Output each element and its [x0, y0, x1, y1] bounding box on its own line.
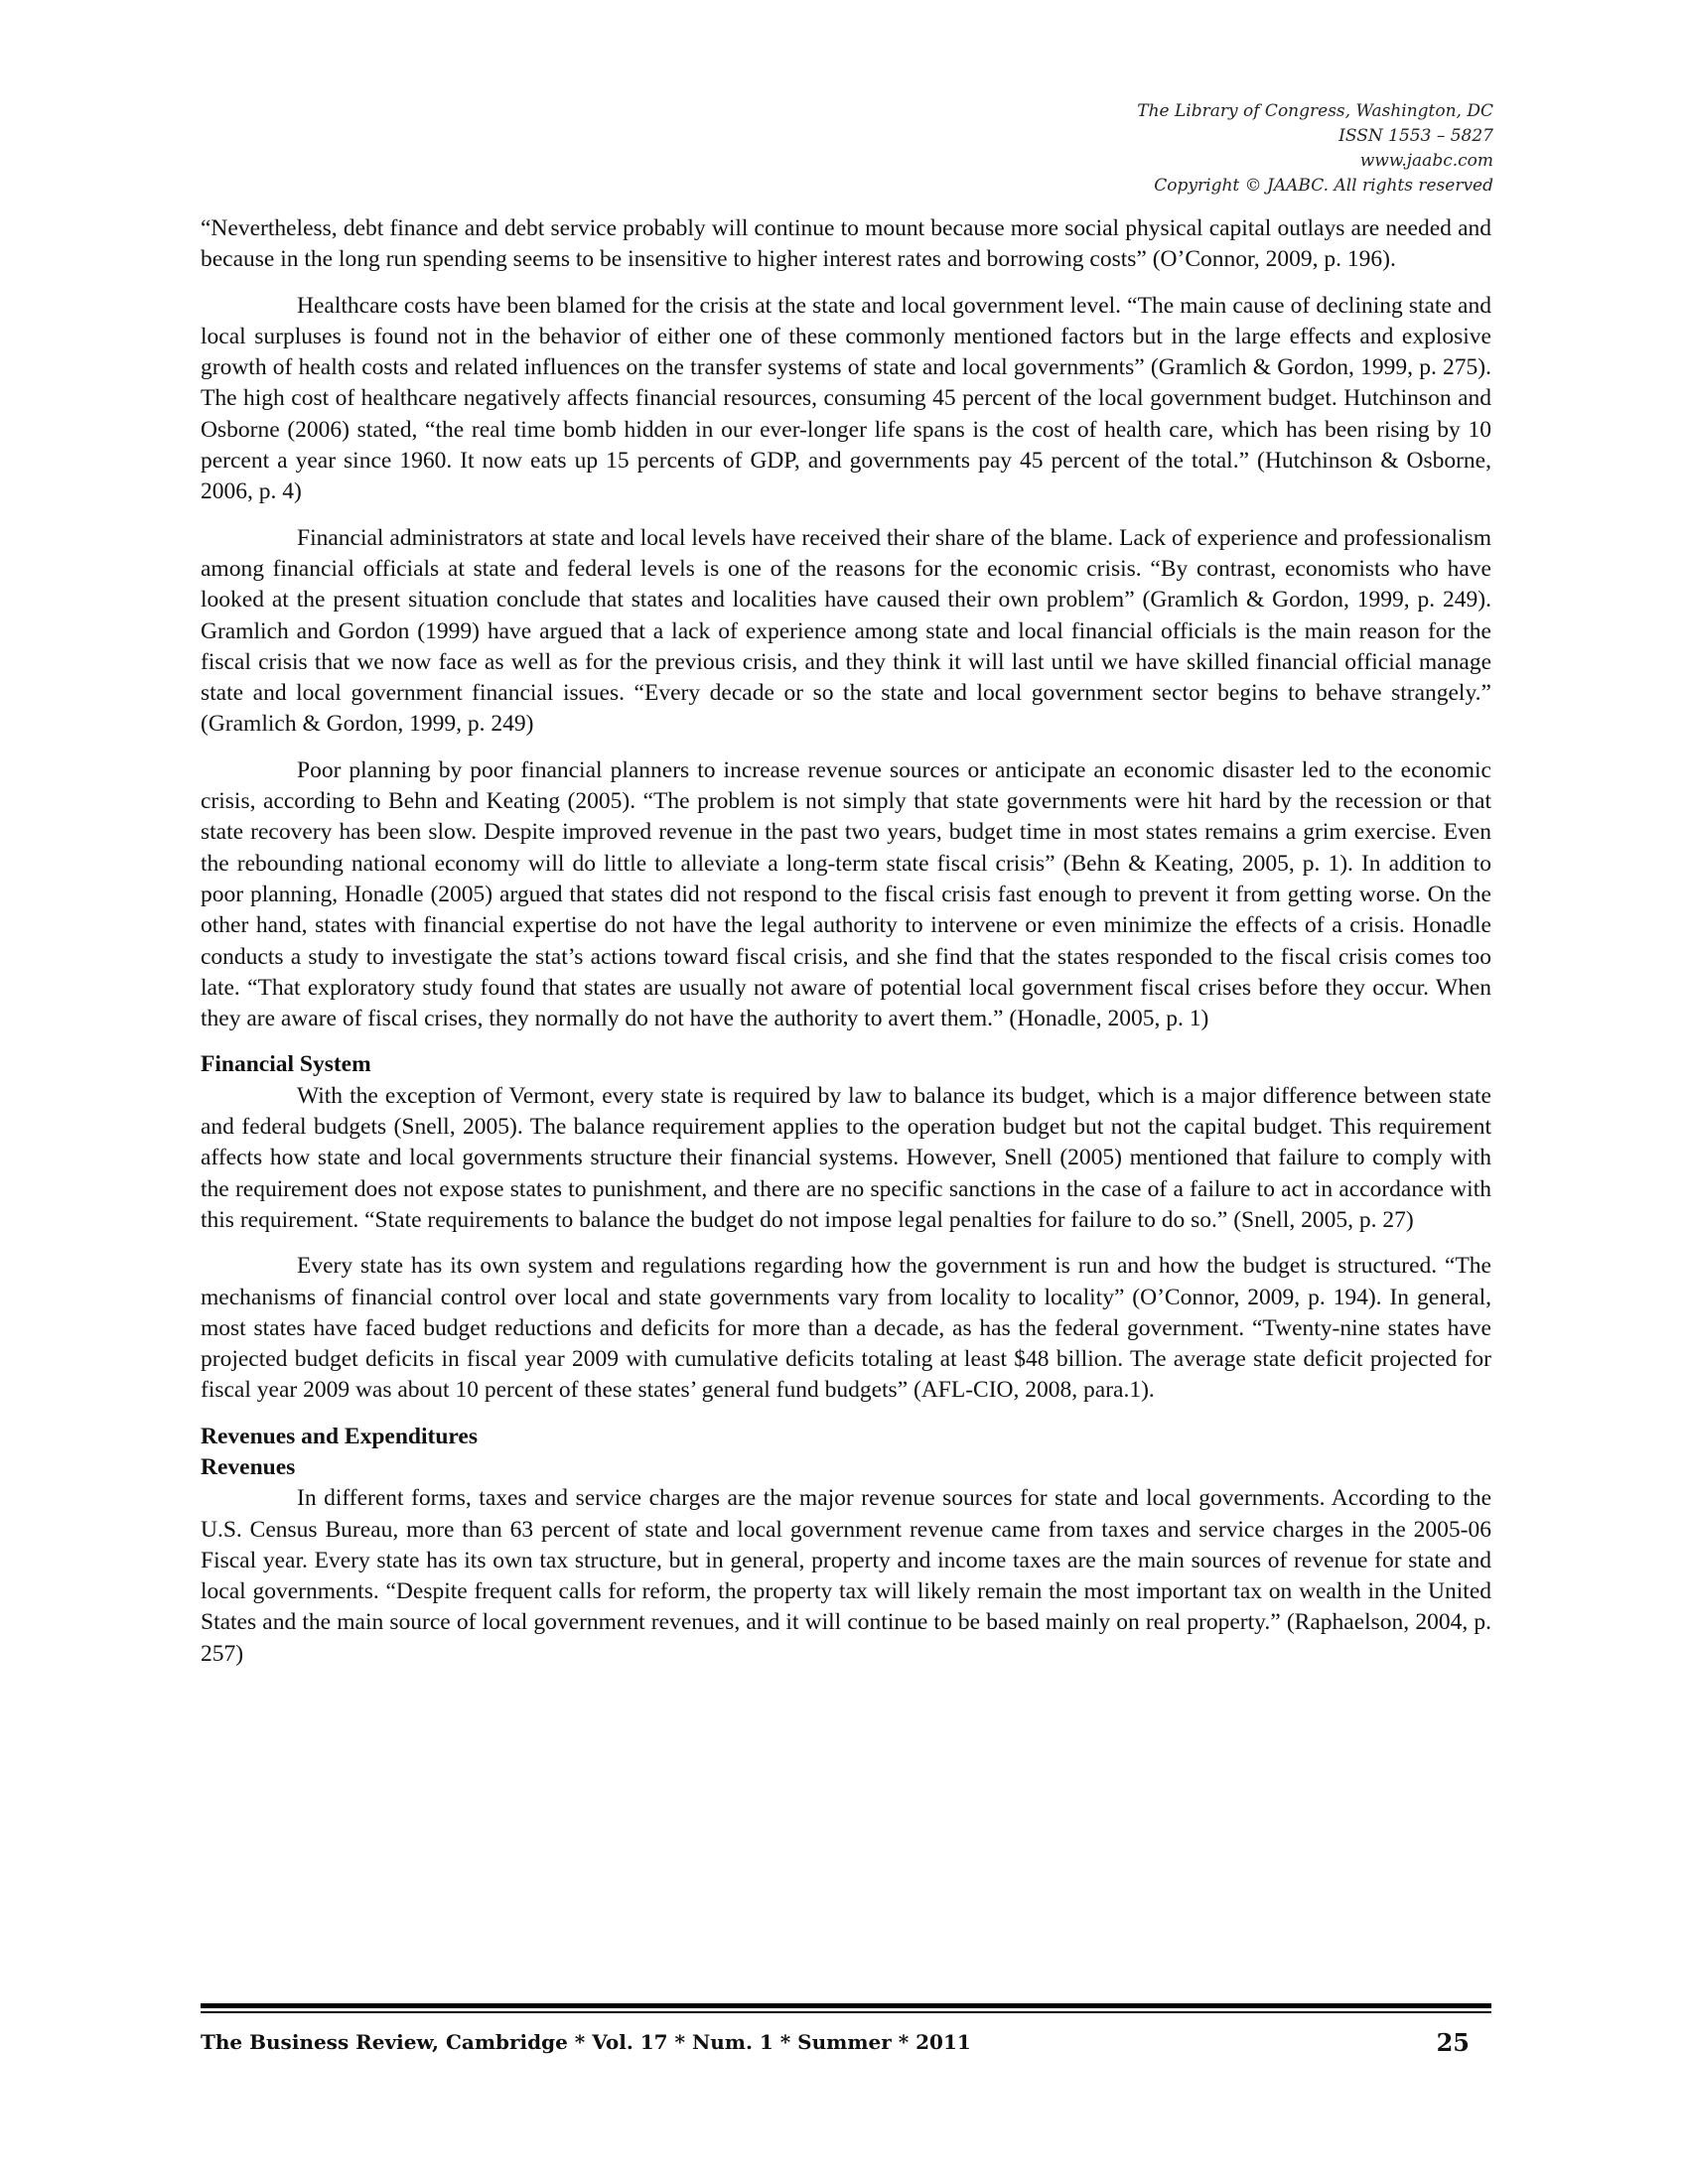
paragraph-balance-budget: With the exception of Vermont, every state is required by law to balance its budget, which is a major difference between state and federal budgets (Snell, 2005). The balance requirement applies to the operation budget but not the capital budget. This requirement affects how state and local governments structure their financial systems. However, Snell (2005) mentioned that failure to comply with the requirement does not expose states to punishment, and there are no specific sanctions in the case of a failure to act in accordance with this requirement. “State requirements to balance the budget do not impose legal penalties for failure to do so.” (Snell, 2005, p. 27) — [201, 1082, 1491, 1233]
paragraph-poor-planning: Poor planning by poor financial planners to increase revenue sources or anticipate an economic disaster led to the economic crisis, according to Behn and Keating (2005). “The problem is not simply that state governments were hit hard by the recession or that state recovery has been slow. Despite improved revenue in the past two years, budget time in most states remains a grim exercise. Even the rebounding national economy will do little to alleviate a long-term state fiscal crisis” (Behn & Keating, 2005, p. 1). In addition to poor planning, Honadle (2005) argued that states did not respond to the fiscal crisis fast enough to prevent it from getting worse. On the other hand, states with financial expertise do not have the legal authority to intervene or even minimize the effects of a crisis. Honadle conducts a study to investigate the stat’s actions toward fiscal crisis, and she find that the states responded to the fiscal crisis comes too late. “That exploratory study found that states are usually not aware of potential local government fiscal crises before they occur. When they are aware of fiscal crises, they normally do not have the authority to avert them.” (Honadle, 2005, p. 1) — [201, 756, 1491, 1032]
header-issn: ISSN 1553 – 5827 — [1338, 126, 1493, 146]
paragraph-administrators: Financial administrators at state and local levels have received their share of the blame. Lack of experience and professionalism among financial officials at state and federal levels is one of the reasons for the economic crisis. “By contrast, economists who have looked at the present situation conclude that states and localities have caused their own problem” (Gramlich & Gordon, 1999, p. 249). Gramlich and Gordon (1999) have argued that a lack of experience among state and local financial officials is the main reason for the fiscal crisis that we now face as well as for the previous crisis, and they think it will last until we have skilled financial official manage state and local government financial issues. “Every decade or so the state and local government sector begins to behave strangely.” (Gramlich & Gordon, 1999, p. 249) — [201, 524, 1491, 738]
footer-divider-thick — [201, 2003, 1491, 2008]
heading-revenues: Revenues — [201, 1453, 296, 1480]
paragraph-state-systems: Every state has its own system and regulations regarding how the government is run and how the budget is structured. “The mechanisms of financial control over local and state governments vary from locality to locality” (O’Connor, 2009, p. 194). In general, most states have faced budget reductions and deficits for more than a decade, as has the federal government. “Twenty-nine states have projected budget deficits in fiscal year 2009 with cumulative deficits totaling at least $48 billion. The average state deficit projected for fiscal year 2009 was about 10 percent of these states’ general fund budgets” (AFL-CIO, 2008, para.1). — [201, 1253, 1491, 1404]
paragraph-quote-oconnor: “Nevertheless, debt finance and debt service probably will continue to mount because more social physical capital outlays are needed and because in the long run spending seems to be insensitive to higher interest rates and borrowing costs” (O’Connor, 2009, p. 196). — [201, 215, 1491, 273]
header-copyright: Copyright © JAABC. All rights reserved — [1154, 176, 1493, 196]
header-website: www.jaabc.com — [1359, 151, 1493, 171]
running-header — [898, 99, 1493, 199]
footer-journal-citation: The Business Review, Cambridge * Vol. 17 * Num. 1 * Summer * 2011 — [201, 2030, 971, 2054]
running-footer — [201, 2025, 1491, 2059]
body-text — [201, 213, 1491, 1685]
heading-revenues-expenditures: Revenues and Expenditures — [201, 1423, 479, 1449]
header-publisher: The Library of Congress, Washington, DC — [1137, 101, 1493, 121]
paragraph-healthcare: Healthcare costs have been blamed for the crisis at the state and local government level. “The main cause of declining state and local surpluses is found not in the behavior of either one of these commonly mentioned factors but in the large effects and explosive growth of health costs and related influences on the transfer systems of state and local governments” (Gramlich & Gordon, 1999, p. 275). The high cost of healthcare negatively affects financial resources, consuming 45 percent of the local government budget. Hutchinson and Osborne (2006) stated, “the real time bomb hidden in our ever-longer life spans is the cost of health care, which has been rising by 10 percent a year since 1960. It now eats up 15 percents of GDP, and governments pay 45 percent of the total.” (Hutchinson & Osborne, 2006, p. 4) — [201, 292, 1491, 505]
page-number: 25 — [1436, 2027, 1470, 2057]
footer-divider-thin — [201, 2011, 1491, 2013]
paragraph-revenue-sources: In different forms, taxes and service charges are the major revenue sources for state and local governments. According to the U.S. Census Bureau, more than 63 percent of state and local government revenue came from taxes and service charges in the 2005-06 Fiscal year. Every state has its own tax structure, but in general, property and income taxes are the main sources of revenue for state and local governments. “Despite frequent calls for reform, the property tax will likely remain the most important tax on wealth in the United States and the main source of local government revenues, and it will continue to be based mainly on real property.” (Raphaelson, 2004, p. 257) — [201, 1485, 1491, 1667]
heading-financial-system: Financial System — [201, 1051, 371, 1078]
